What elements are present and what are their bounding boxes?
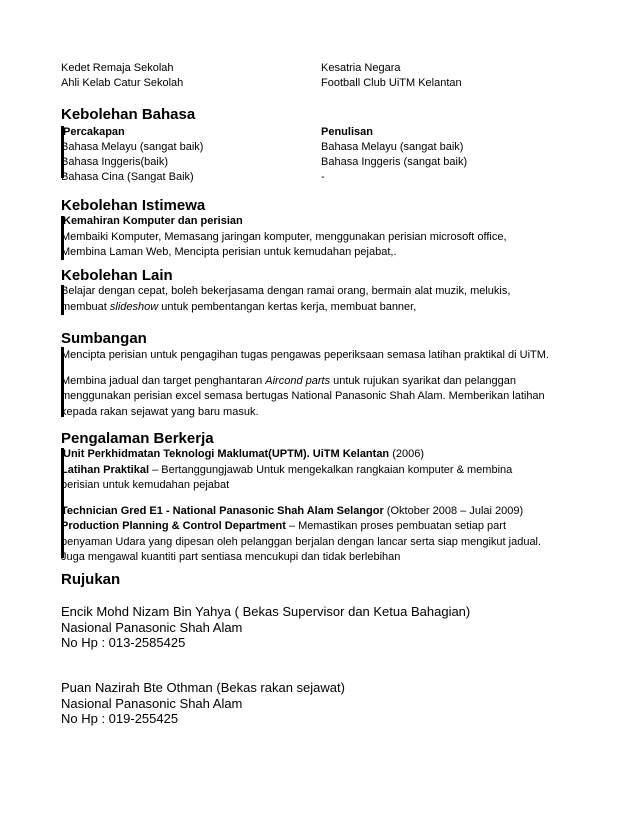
- job-1-year: (2006): [389, 448, 425, 460]
- istimewa-subheading: Kemahiran Komputer dan perisian: [63, 215, 243, 227]
- reference-1-name: Encik Mohd Nizam Bin Yahya ( Bekas Supervisor dan Ketua Bahagian): [61, 604, 471, 619]
- sumbangan-body: [61, 348, 581, 420]
- reference-1: [61, 604, 470, 651]
- heading-kebolehan-lain: Kebolehan Lain: [61, 267, 173, 284]
- job-1-line-3: perisian untuk kemudahan pejabat: [61, 479, 230, 491]
- activity-right-2: Football Club UiTM Kelantan: [321, 77, 462, 89]
- heading-pengalaman-berkerja: Pengalaman Berkerja: [61, 430, 214, 447]
- lain-line-2-a: membuat: [61, 300, 110, 313]
- writing-1: Bahasa Melayu (sangat baik): [321, 141, 464, 153]
- writing-2: Bahasa Inggeris (sangat baik): [321, 156, 468, 168]
- speaking-1: Bahasa Melayu (sangat baik): [61, 141, 204, 153]
- istimewa-line-2: Membina Laman Web, Mencipta perisian untuk kemudahan pejabat,.: [61, 246, 397, 258]
- job-1-role: Latihan Praktikal: [61, 463, 150, 476]
- activity-left-1: Kedet Remaja Sekolah: [61, 62, 174, 74]
- speaking-3: Bahasa Cina (Sangat Baik): [61, 171, 194, 183]
- reference-2: [61, 680, 345, 727]
- job-2-line-3: penyaman Udara yang dipesan oleh pelanggan berjalan dengan lancar serta siap mengikut jadual.: [61, 535, 542, 548]
- lain-body: [61, 284, 581, 315]
- job-1-employer: Unit Perkhidmatan Teknologi Maklumat(UPTM). UiTM Kelantan: [63, 448, 390, 460]
- sumbangan-p2-b: untuk rujukan syarikat dan pelanggan: [330, 374, 516, 387]
- job-2-line-4: Juga mengawal kuantiti part sentiasa mencukupi dan tidak berlebihan: [61, 551, 401, 563]
- lain-line-2-b: untuk pembentangan kertas kerja, membuat banner,: [158, 300, 417, 313]
- penulisan-label: Penulisan: [321, 126, 373, 138]
- activity-left-2: Ahli Kelab Catur Sekolah: [61, 77, 184, 89]
- job-1-desc: – Bertanggungjawab Untuk mengekalkan rangkaian komputer & membina: [149, 463, 513, 476]
- heading-kebolehan-istimewa: Kebolehan Istimewa: [61, 197, 206, 214]
- job-2-title: [61, 504, 581, 520]
- job-2-desc: – Memastikan proses pembuatan setiap part: [285, 520, 507, 532]
- heading-sumbangan: Sumbangan: [61, 330, 147, 347]
- istimewa-line-1: Membaiki Komputer, Memasang jaringan komputer, menggunakan perisian microsoft office,: [61, 230, 507, 243]
- percakapan-label: Percakapan: [63, 126, 125, 138]
- writing-3: -: [321, 171, 325, 183]
- pengalaman-body: [61, 447, 581, 566]
- sumbangan-p2-a: Membina jadual dan target penghantaran: [61, 374, 266, 387]
- lain-line-2: [61, 300, 581, 316]
- reference-1-company: Nasional Panasonic Shah Alam: [61, 619, 243, 635]
- sumbangan-p1: Mencipta perisian untuk pengagihan tugas pengawas peperiksaan semasa latihan praktikal di UiTM.: [61, 349, 549, 361]
- aircond-term: Aircond parts: [265, 374, 331, 387]
- job-1-title: [61, 447, 581, 463]
- slideshow-term: slideshow: [109, 300, 159, 313]
- job-1-line-2: [61, 463, 581, 479]
- sumbangan-p2-l1: [61, 374, 581, 390]
- job-2-line-2: [61, 519, 581, 535]
- job-2-period: (Oktober 2008 – Julai 2009): [383, 504, 524, 517]
- heading-rujukan: Rujukan: [61, 571, 121, 588]
- job-2-employer: Technician Gred E1 - National Panasonic Shah Alam Selangor: [61, 504, 384, 517]
- sumbangan-p2-l3: kepada rakan sejawat yang baru masuk.: [61, 405, 259, 418]
- sumbangan-p2-l2: menggunakan perisian excel semasa bertugas National Panasonic Shah Alam. Memberikan latihan: [61, 390, 545, 402]
- istimewa-body: [61, 214, 581, 261]
- reference-2-company: Nasional Panasonic Shah Alam: [61, 695, 243, 711]
- heading-kebolehan-bahasa: Kebolehan Bahasa: [61, 106, 196, 123]
- activity-right-1: Kesatria Negara: [321, 62, 401, 74]
- lain-line-1: Belajar dengan cepat, boleh bekerjasama dengan ramai orang, bermain alat muzik, melukis,: [61, 285, 511, 297]
- job-2-department: Production Planning & Control Department: [61, 520, 286, 532]
- reference-2-phone: No Hp : 019-255425: [61, 711, 179, 726]
- reference-2-name: Puan Nazirah Bte Othman (Bekas rakan sejawat): [61, 680, 345, 695]
- speaking-2: Bahasa Inggeris(baik): [61, 156, 169, 168]
- reference-1-phone: No Hp : 013-2585425: [61, 635, 186, 650]
